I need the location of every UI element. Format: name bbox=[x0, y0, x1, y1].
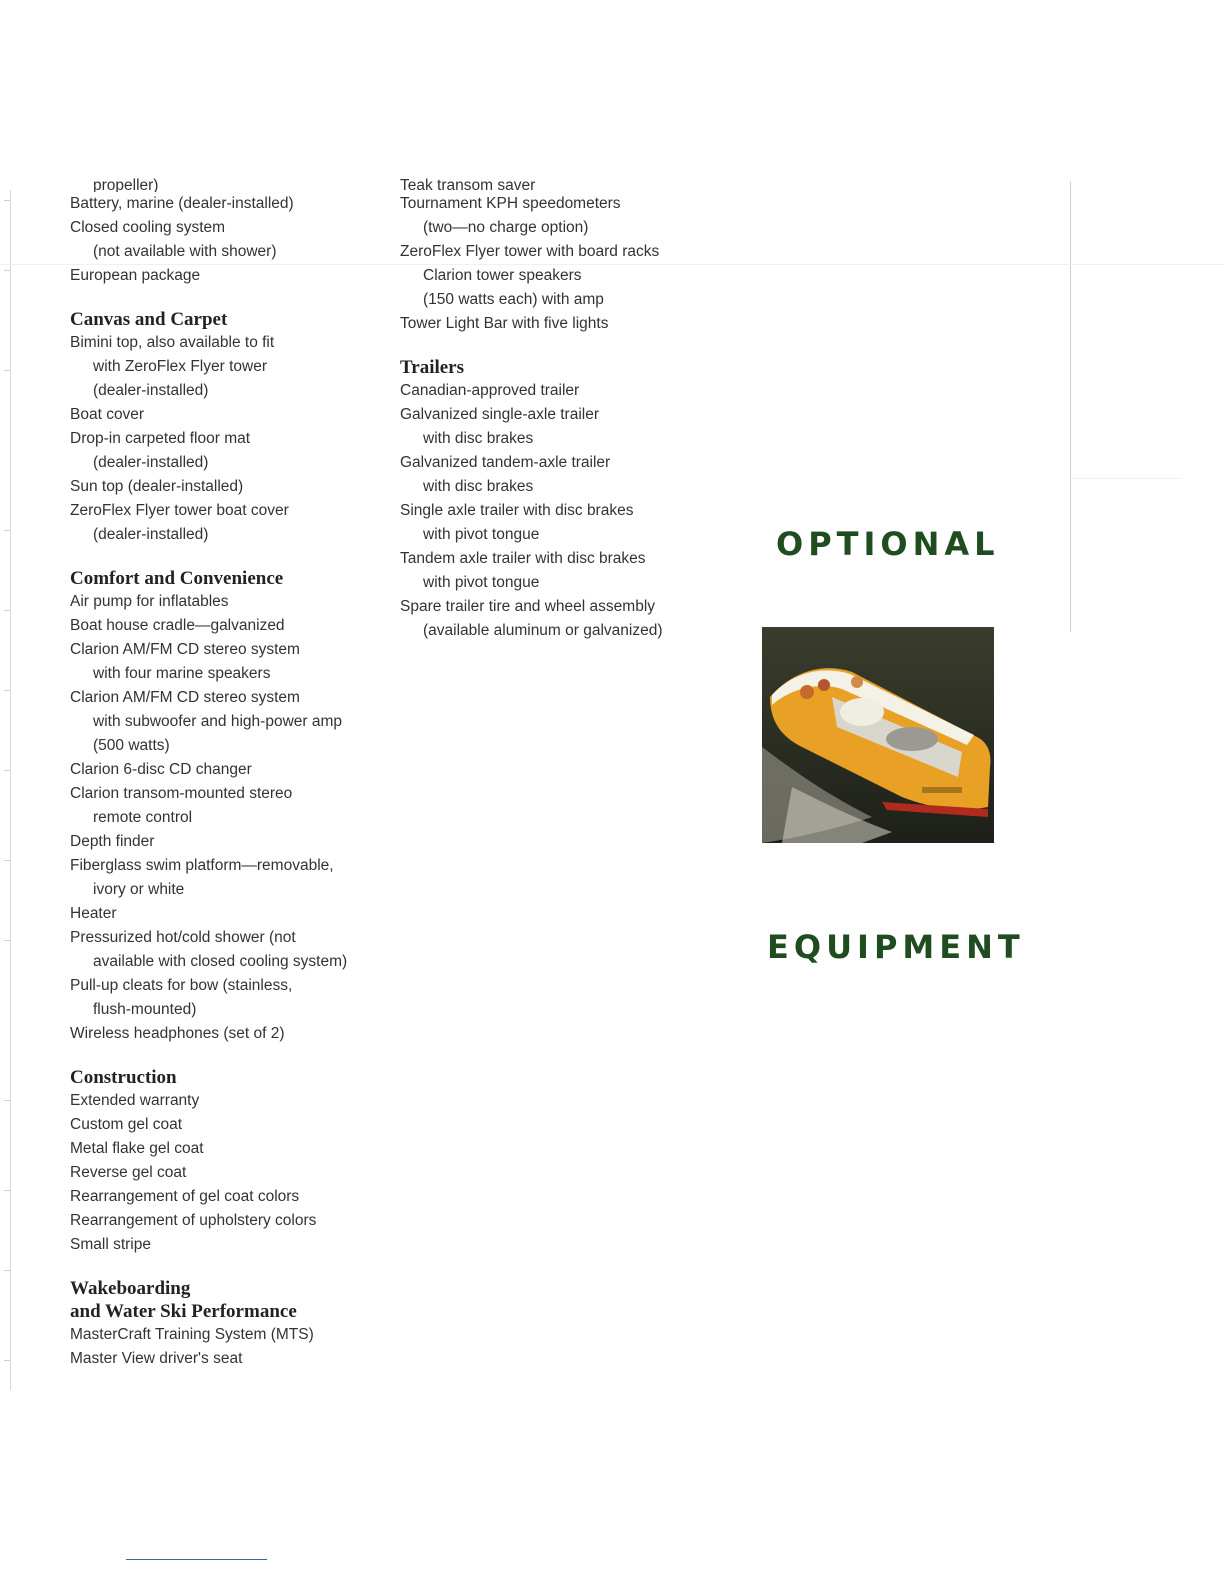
edge-tick bbox=[4, 1360, 10, 1361]
item-line: Custom gel coat bbox=[70, 1116, 182, 1133]
item-line: Single axle trailer with disc brakes bbox=[400, 502, 634, 519]
edge-tick bbox=[4, 200, 10, 201]
item-line: Galvanized tandem-axle trailer bbox=[400, 454, 611, 471]
item-line: (two—no charge option) bbox=[423, 219, 589, 236]
item-line: Pull-up cleats for bow (stainless, bbox=[70, 977, 293, 994]
edge-tick bbox=[4, 770, 10, 771]
item-line: (dealer-installed) bbox=[93, 382, 209, 399]
optional-title: OPTIONAL bbox=[776, 525, 1000, 563]
item-line: Master View driver's seat bbox=[70, 1350, 243, 1367]
item-line: Drop-in carpeted floor mat bbox=[70, 430, 251, 447]
edge-tick bbox=[4, 690, 10, 691]
item-line: Galvanized single-axle trailer bbox=[400, 406, 600, 423]
edge-tick bbox=[4, 1270, 10, 1271]
item-line: MasterCraft Training System (MTS) bbox=[70, 1326, 314, 1343]
right-edge-rule bbox=[1070, 182, 1071, 632]
edge-tick bbox=[4, 610, 10, 611]
item-line: Pressurized hot/cold shower (not bbox=[70, 929, 296, 946]
item-line: ivory or white bbox=[93, 881, 185, 898]
item-line: with disc brakes bbox=[423, 478, 534, 495]
item-line: propeller) bbox=[93, 177, 159, 192]
item-line: (not available with shower) bbox=[93, 243, 277, 260]
section-heading: Comfort and Convenience bbox=[70, 568, 284, 589]
faint-divider bbox=[1072, 478, 1182, 479]
item-line: ZeroFlex Flyer tower with board racks bbox=[400, 243, 660, 260]
item-line: Clarion 6-disc CD changer bbox=[70, 761, 252, 778]
item-line: (available aluminum or galvanized) bbox=[423, 622, 663, 639]
item-line: Canadian-approved trailer bbox=[400, 382, 580, 399]
item-line: with subwoofer and high-power amp bbox=[93, 713, 342, 730]
item-line: Clarion transom-mounted stereo bbox=[70, 785, 293, 802]
section-heading: Canvas and Carpet bbox=[70, 309, 228, 330]
item-line: Teak transom saver bbox=[400, 177, 536, 192]
item-line: (500 watts) bbox=[93, 737, 170, 754]
item-line: Clarion AM/FM CD stereo system bbox=[70, 689, 300, 706]
edge-tick bbox=[4, 270, 10, 271]
section-heading: Trailers bbox=[400, 357, 465, 378]
left-column bbox=[70, 168, 380, 1371]
edge-tick bbox=[4, 940, 10, 941]
item-line: Tournament KPH speedometers bbox=[400, 195, 621, 212]
edge-tick bbox=[4, 530, 10, 531]
item-line: remote control bbox=[93, 809, 193, 826]
item-line: available with closed cooling system) bbox=[93, 953, 348, 970]
item-line: Air pump for inflatables bbox=[70, 593, 229, 610]
edge-tick bbox=[4, 1190, 10, 1191]
item-line: Extended warranty bbox=[70, 1092, 200, 1109]
item-line: Heater bbox=[70, 905, 117, 922]
item-line: Rearrangement of gel coat colors bbox=[70, 1188, 300, 1205]
item-line: Boat cover bbox=[70, 406, 145, 423]
item-line: with ZeroFlex Flyer tower bbox=[93, 358, 267, 375]
edge-tick bbox=[4, 860, 10, 861]
edge-tick bbox=[4, 1100, 10, 1101]
item-line: flush-mounted) bbox=[93, 1001, 197, 1018]
item-line: Sun top (dealer-installed) bbox=[70, 478, 244, 495]
item-line: Battery, marine (dealer-installed) bbox=[70, 195, 294, 212]
item-line: Wireless headphones (set of 2) bbox=[70, 1025, 285, 1042]
edge-tick bbox=[4, 370, 10, 371]
item-line: Closed cooling system bbox=[70, 219, 226, 236]
item-line: with disc brakes bbox=[423, 430, 534, 447]
item-line: Bimini top, also available to fit bbox=[70, 334, 275, 351]
equipment-title: EQUIPMENT bbox=[767, 928, 1025, 966]
item-line: Clarion AM/FM CD stereo system bbox=[70, 641, 300, 658]
middle-column bbox=[400, 168, 700, 643]
item-line: (dealer-installed) bbox=[93, 454, 209, 471]
item-line: Boat house cradle—galvanized bbox=[70, 617, 285, 634]
item-line: Reverse gel coat bbox=[70, 1164, 187, 1181]
item-line: Metal flake gel coat bbox=[70, 1140, 204, 1157]
item-line: Rearrangement of upholstery colors bbox=[70, 1212, 317, 1229]
item-line: Spare trailer tire and wheel assembly bbox=[400, 598, 656, 615]
item-line: European package bbox=[70, 267, 201, 284]
boat-photo bbox=[762, 627, 994, 843]
item-line: with four marine speakers bbox=[93, 665, 271, 682]
blue-underline bbox=[126, 1559, 267, 1560]
item-line: with pivot tongue bbox=[423, 574, 540, 591]
left-edge-rule bbox=[10, 190, 11, 1390]
item-line: ZeroFlex Flyer tower boat cover bbox=[70, 502, 289, 519]
boat-icon bbox=[762, 627, 994, 843]
item-line: Depth finder bbox=[70, 833, 155, 850]
section-heading: and Water Ski Performance bbox=[70, 1301, 297, 1322]
item-line: with pivot tongue bbox=[423, 526, 540, 543]
item-line: (dealer-installed) bbox=[93, 526, 209, 543]
section-heading: Wakeboarding bbox=[70, 1278, 191, 1299]
item-line: Tower Light Bar with five lights bbox=[400, 315, 609, 332]
section-heading: Construction bbox=[70, 1067, 177, 1088]
item-line: Tandem axle trailer with disc brakes bbox=[400, 550, 646, 567]
item-line: Clarion tower speakers bbox=[423, 267, 582, 284]
item-line: (150 watts each) with amp bbox=[423, 291, 604, 308]
item-line: Fiberglass swim platform—removable, bbox=[70, 857, 334, 874]
item-line: Small stripe bbox=[70, 1236, 151, 1253]
